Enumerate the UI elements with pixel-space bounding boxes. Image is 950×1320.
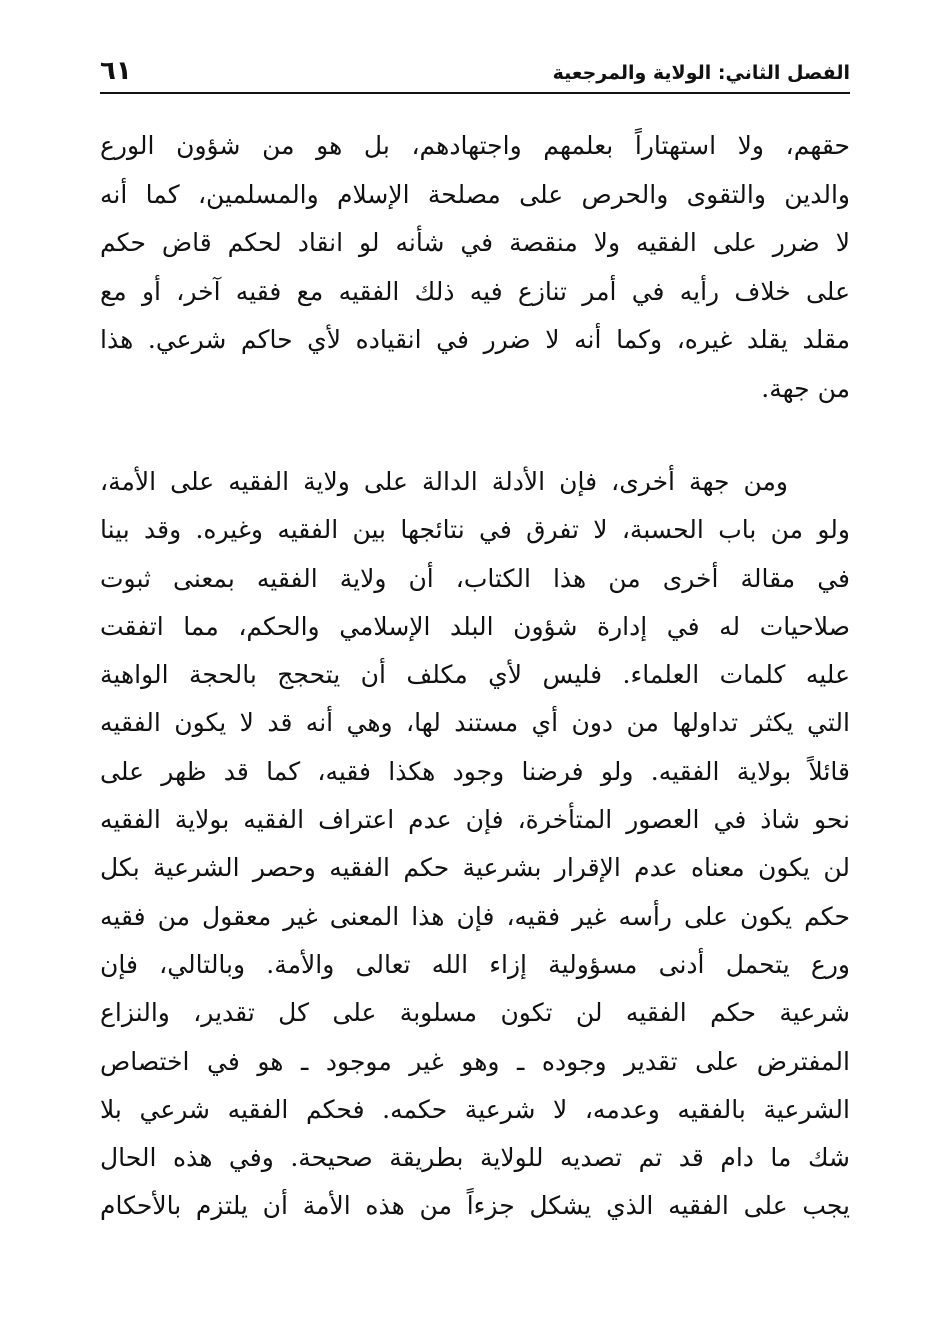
- text-line: من جهة.: [761, 373, 850, 403]
- text-line: في مقالة أخرى من هذا الكتاب، أن ولاية الفقيه بمعنى ثبوت: [100, 563, 850, 593]
- text-line: لا ضرر على الفقيه ولا منقصة في شأنه لو انقاد لحكم قاض حكم: [100, 228, 850, 257]
- text-line: ورع يتحمل أدنى مسؤولية إزاء الله تعالى والأمة. وبالتالي، فإن: [100, 949, 850, 979]
- page-number: ٦١: [100, 56, 132, 86]
- text-line: ولو من باب الحسبة، لا تفرق في نتائجها بين الفقيه وغيره. وقد بينا: [100, 515, 850, 545]
- text-line: على خلاف رأيه في أمر تنازع فيه ذلك الفقيه مع فقيه آخر، أو مع: [100, 276, 850, 306]
- text-line: مقلد يقلد غيره، وكما أنه لا ضرر في انقياده لأي حاكم شرعي. هذا: [100, 325, 850, 354]
- chapter-title: الفصل الثاني: الولاية والمرجعية: [552, 62, 850, 84]
- text-line: لن يكون معناه عدم الإقرار بشرعية حكم الفقيه وحصر الشرعية بكل: [100, 853, 850, 883]
- text-line: صلاحيات له في إدارة شؤون البلد الإسلامي والحكم، مما اتفقت: [100, 611, 850, 641]
- text-line: والدين والتقوى والحرص على مصلحة الإسلام والمسلمين، كما أنه: [100, 179, 850, 209]
- text-line: شك ما دام قد تم تصديه للولاية بطريقة صحيحة. وفي هذه الحال: [100, 1143, 850, 1173]
- text-line: التي يكثر تداولها من دون أي مستند لها، وهي أنه قد لا يكون الفقيه: [100, 708, 850, 738]
- text-line: عليه كلمات العلماء. فليس لأي مكلف أن يتحجج بالحجة الواهية: [100, 660, 850, 690]
- text-line: قائلاً بولاية الفقيه. ولو فرضنا وجود هكذا فقيه، كما قد ظهر على: [100, 756, 850, 786]
- text-line: حكم يكون على رأسه غير فقيه، فإن هذا المعنى غير معقول من فقيه: [100, 901, 850, 931]
- running-header: [100, 56, 850, 94]
- text-line: حقهم، ولا استهتاراً بعلمهم واجتهادهم، بل هو من شؤون الورع: [100, 131, 850, 160]
- text-line: نحو شاذ في العصور المتأخرة، فإن عدم اعتراف الفقيه بولاية الفقيه: [100, 805, 850, 835]
- text-line: يجب على الفقيه الذي يشكل جزءاً من هذه الأمة أن يلتزم بالأحكام: [100, 1191, 850, 1221]
- paragraph-2: [100, 458, 850, 1231]
- text-line: ومن جهة أخرى، فإن الأدلة الدالة على ولاية الفقيه على الأمة،: [100, 467, 788, 496]
- text-line: المفترض على تقدير وجوده ـ وهو غير موجود ـ هو في اختصاص: [100, 1046, 850, 1076]
- text-line: شرعية حكم الفقيه لن تكون مسلوبة على كل تقدير، والنزاع: [100, 998, 850, 1028]
- paragraph-1: [100, 122, 850, 413]
- text-line: الشرعية بالفقيه وعدمه، لا شرعية حكمه. فحكم الفقيه شرعي بلا: [100, 1094, 850, 1124]
